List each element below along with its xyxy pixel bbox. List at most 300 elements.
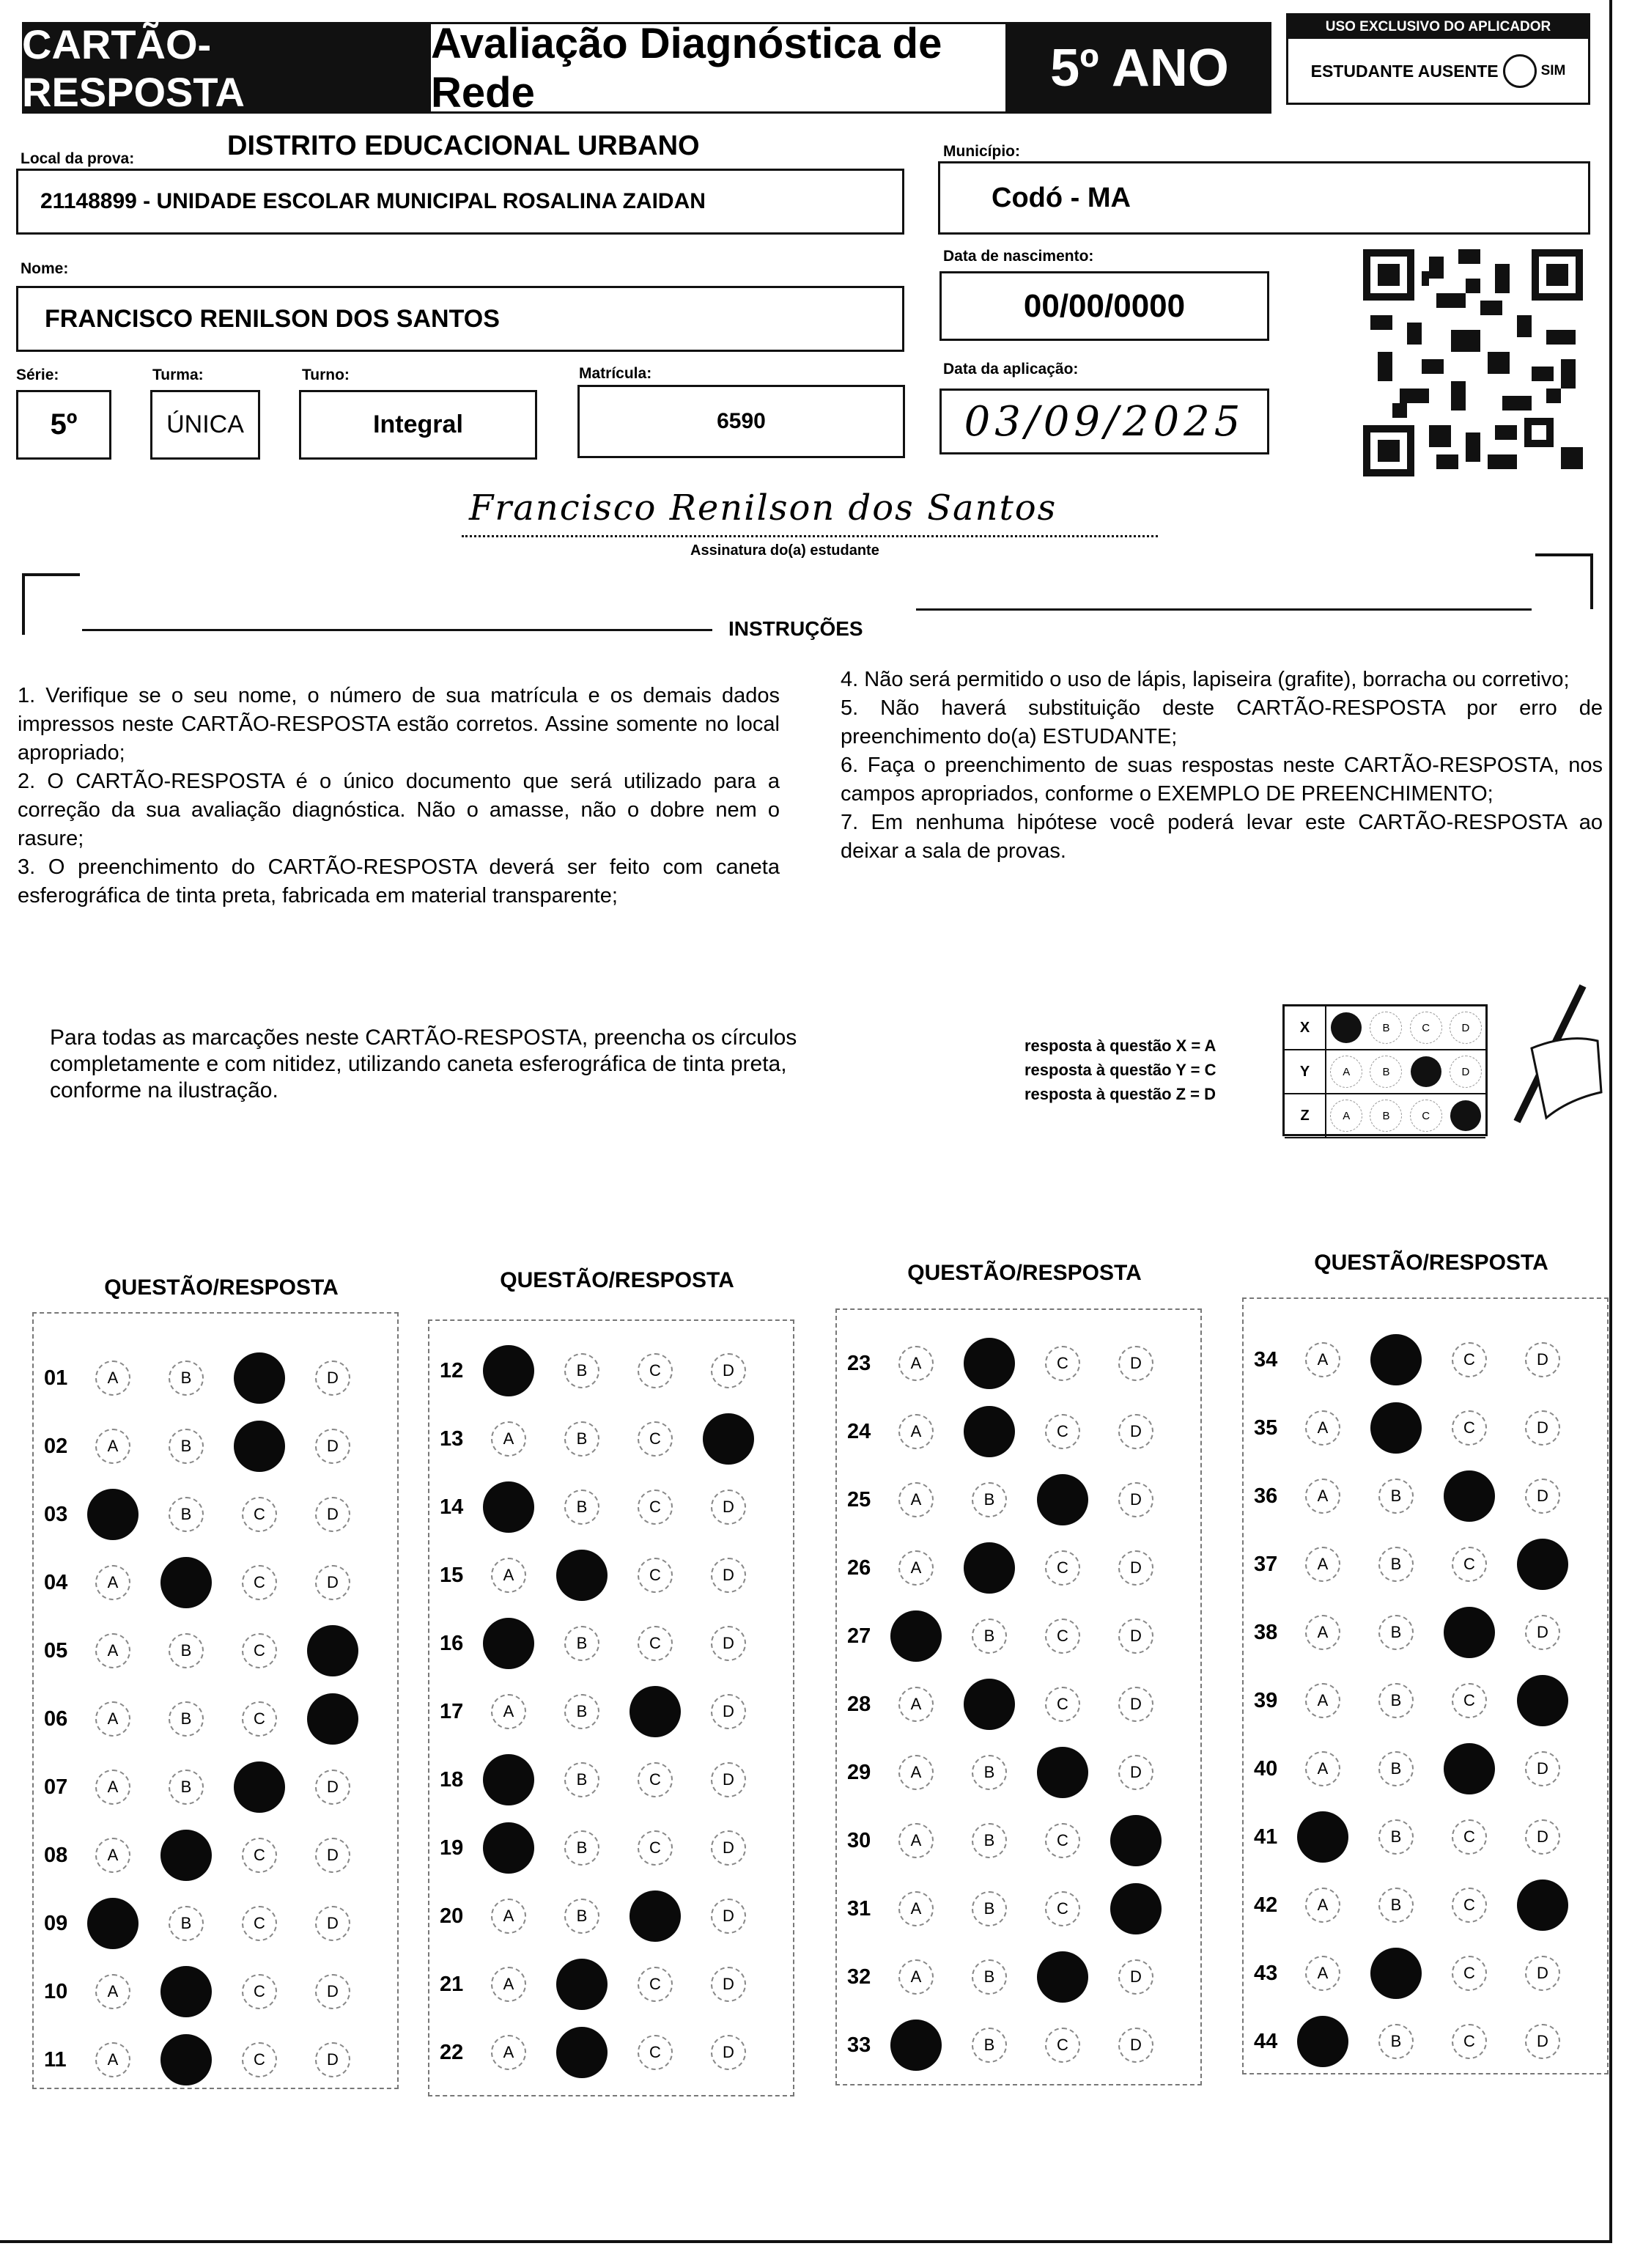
answer-bubble-a[interactable]: A [1305, 1683, 1340, 1718]
answer-bubble-b[interactable] [556, 2027, 608, 2078]
answer-bubble-a[interactable] [483, 1754, 534, 1805]
answer-bubble-b[interactable]: B [169, 1633, 204, 1668]
answer-row [440, 1959, 784, 2010]
answer-row [1254, 1743, 1598, 1794]
answer-bubble-a[interactable]: A [95, 1838, 130, 1873]
answer-bubble-c[interactable] [234, 1761, 285, 1813]
answer-bubble-a[interactable]: A [1305, 1956, 1340, 1991]
answer-bubble-d[interactable]: D [711, 1967, 746, 2002]
answer-bubble-c[interactable]: C [1452, 1683, 1487, 1718]
answer-bubble-b[interactable]: B [972, 1959, 1007, 1995]
answer-bubble-c[interactable]: C [242, 2042, 277, 2077]
answer-bubble-c[interactable]: C [638, 2035, 673, 2070]
question-number: 35 [1254, 1415, 1278, 1440]
answer-bubble-d[interactable] [1110, 1815, 1162, 1866]
answer-bubble-b[interactable]: B [1378, 1888, 1414, 1923]
answer-bubble-d[interactable]: D [315, 1974, 350, 2009]
answer-bubble-a[interactable]: A [898, 1550, 934, 1586]
question-number: 42 [1254, 1893, 1278, 1917]
answer-bubble-c[interactable]: C [242, 1565, 277, 1600]
answer-bubble-b[interactable] [964, 1679, 1015, 1730]
answer-bubble-d[interactable] [1517, 1539, 1568, 1590]
example-labels [1024, 1034, 1216, 1106]
answer-bubble-a[interactable]: A [491, 1694, 526, 1729]
answer-bubble-c[interactable]: C [242, 1701, 277, 1737]
answers-heading: QUESTÃO/RESPOSTA [907, 1261, 1142, 1285]
answer-bubble-a[interactable] [890, 1610, 942, 1662]
answer-bubble-a[interactable]: A [491, 2035, 526, 2070]
answer-bubble-c[interactable]: C [1452, 1547, 1487, 1582]
answer-bubble-c[interactable]: C [1452, 2024, 1487, 2059]
answer-row [847, 1679, 1192, 1730]
instruction-2: 2. O CARTÃO-RESPOSTA é o único documento que será utilizado para a correção da sua avaliação diagnóstica. Não o amasse, não o dobre nem o rasure; [18, 770, 780, 850]
nome-field: FRANCISCO RENILSON DOS SANTOS [16, 286, 904, 352]
turma-label: Turma: [152, 367, 204, 383]
answer-bubble-a[interactable]: A [95, 1361, 130, 1396]
answer-bubble-d[interactable]: D [315, 1906, 350, 1941]
absent-label: ESTUDANTE AUSENTE [1310, 61, 1499, 81]
answer-bubble-a[interactable]: A [95, 1974, 130, 2009]
answer-bubble-d[interactable]: D [1118, 1755, 1153, 1790]
question-number: 12 [440, 1358, 464, 1382]
answer-bubble-a[interactable]: A [898, 1959, 934, 1995]
answer-bubble-d[interactable]: D [1118, 1346, 1153, 1381]
answer-bubble-d[interactable] [307, 1693, 358, 1745]
answer-bubble-b[interactable]: B [169, 1429, 204, 1464]
grade-badge: 5º ANO [1008, 22, 1271, 114]
answer-bubble-b[interactable] [964, 1338, 1015, 1389]
answer-bubble-d[interactable]: D [1525, 1410, 1560, 1446]
serie-label: Série: [16, 367, 59, 383]
question-number: 43 [1254, 1961, 1278, 1985]
instruction-4: 4. Não será permitido o uso de lápis, lapiseira (grafite), borracha ou corretivo; [841, 668, 1570, 691]
answer-row [1254, 1675, 1598, 1726]
answer-row [44, 1352, 388, 1404]
answer-bubble-c[interactable] [234, 1421, 285, 1472]
answer-bubble-b[interactable]: B [972, 1755, 1007, 1790]
example-bubble: A [1330, 1100, 1362, 1132]
answer-bubble-c[interactable]: C [638, 1967, 673, 2002]
answer-bubble-b[interactable]: B [1378, 1479, 1414, 1514]
answer-bubble-c[interactable]: C [242, 1633, 277, 1668]
answer-bubble-d[interactable]: D [1525, 1956, 1560, 1991]
question-number: 06 [44, 1706, 68, 1731]
answer-bubble-d[interactable]: D [711, 2035, 746, 2070]
answer-bubble-c[interactable]: C [1045, 1823, 1080, 1858]
answer-bubble-a[interactable] [483, 1481, 534, 1533]
answer-row [1254, 1607, 1598, 1658]
answer-row [1254, 1879, 1598, 1931]
example-bubble [1450, 1100, 1481, 1131]
answer-bubble-d[interactable]: D [1118, 1687, 1153, 1722]
answer-bubble-c[interactable]: C [242, 1838, 277, 1873]
answer-bubble-a[interactable]: A [898, 1755, 934, 1790]
answer-bubble-b[interactable] [160, 1966, 212, 2017]
answer-bubble-b[interactable]: B [564, 1762, 599, 1797]
answer-bubble-d[interactable]: D [1525, 1479, 1560, 1514]
answer-row [440, 1481, 784, 1533]
answer-bubble-d[interactable]: D [1118, 1619, 1153, 1654]
answer-bubble-b[interactable]: B [1378, 1615, 1414, 1650]
answer-bubble-a[interactable]: A [95, 1565, 130, 1600]
answer-row [440, 1822, 784, 1874]
question-number: 34 [1254, 1347, 1278, 1372]
answer-bubble-c[interactable]: C [1452, 1956, 1487, 1991]
answer-row [847, 1542, 1192, 1594]
question-number: 36 [1254, 1484, 1278, 1508]
question-number: 17 [440, 1699, 464, 1723]
answer-bubble-a[interactable] [1297, 2016, 1348, 2067]
qr-code [1363, 249, 1583, 476]
answer-bubble-b[interactable]: B [972, 1482, 1007, 1517]
question-number: 14 [440, 1495, 464, 1519]
school-field: 21148899 - UNIDADE ESCOLAR MUNICIPAL ROSALINA ZAIDAN [16, 169, 904, 235]
answer-bubble-c[interactable]: C [638, 1353, 673, 1388]
answer-bubble-d[interactable]: D [315, 2042, 350, 2077]
answer-bubble-b[interactable]: B [972, 1619, 1007, 1654]
answer-bubble-c[interactable]: C [1452, 1410, 1487, 1446]
answer-bubble-a[interactable]: A [95, 1633, 130, 1668]
answer-bubble-d[interactable]: D [711, 1899, 746, 1934]
nome-label: Nome: [21, 260, 69, 277]
example-label-y: resposta à questão Y = C [1024, 1061, 1216, 1079]
answer-bubble-d[interactable]: D [1118, 1414, 1153, 1449]
signature-line [462, 535, 1158, 537]
answer-bubble-b[interactable]: B [1378, 1547, 1414, 1582]
answer-bubble-c[interactable]: C [1045, 2028, 1080, 2063]
answer-bubble-a[interactable] [87, 1489, 139, 1540]
nasc-field: 00/00/0000 [939, 271, 1269, 341]
example-row [1285, 1050, 1485, 1094]
turma-field: ÚNICA [150, 390, 260, 460]
example-bubble: A [1330, 1056, 1362, 1088]
answer-bubble-b[interactable]: B [1378, 1819, 1414, 1855]
answer-bubble-c[interactable]: C [242, 1906, 277, 1941]
answer-bubble-a[interactable]: A [1305, 1410, 1340, 1446]
answer-bubble-c[interactable]: C [1452, 1819, 1487, 1855]
answer-bubble-d[interactable] [1110, 1883, 1162, 1934]
answer-row [44, 2034, 388, 2085]
frame-corner-left [22, 573, 80, 635]
answer-bubble-c[interactable] [1037, 1474, 1088, 1525]
answer-bubble-d[interactable]: D [711, 1558, 746, 1593]
answer-row [847, 1610, 1192, 1662]
answer-bubble-c[interactable]: C [638, 1421, 673, 1457]
answer-bubble-a[interactable]: A [491, 1899, 526, 1934]
answer-bubble-c[interactable]: C [242, 1497, 277, 1532]
instruction-1: 1. Verifique se o seu nome, o número de sua matrícula e os demais dados impressos neste CARTÃO-RESPOSTA estão corretos. Assine somente no local apropriado; [18, 684, 780, 765]
answer-bubble-b[interactable]: B [564, 1830, 599, 1866]
answer-bubble-b[interactable]: B [564, 1899, 599, 1934]
answer-bubble-a[interactable]: A [898, 1823, 934, 1858]
answer-bubble-a[interactable]: A [898, 1891, 934, 1926]
answer-bubble-c[interactable]: C [638, 1762, 673, 1797]
answer-bubble-d[interactable]: D [315, 1838, 350, 1873]
answer-bubble-c[interactable]: C [1452, 1342, 1487, 1377]
question-number: 31 [847, 1896, 871, 1921]
example-label-z: resposta à questão Z = D [1024, 1085, 1216, 1103]
question-number: 30 [847, 1828, 871, 1852]
instructions-left [18, 682, 780, 910]
answer-bubble-b[interactable]: B [169, 1701, 204, 1737]
answer-bubble-b[interactable]: B [564, 1694, 599, 1729]
answer-bubble-d[interactable] [1517, 1675, 1568, 1726]
answer-bubble-c[interactable]: C [638, 1626, 673, 1661]
answer-bubble-d[interactable] [703, 1413, 754, 1465]
answer-bubble-b[interactable]: B [169, 1497, 204, 1532]
answer-bubble-d[interactable]: D [711, 1762, 746, 1797]
example-question: Z [1285, 1094, 1326, 1137]
answer-bubble-b[interactable]: B [1378, 2024, 1414, 2059]
signature-label: Assinatura do(a) estudante [690, 542, 879, 559]
answer-bubble-b[interactable]: B [972, 1891, 1007, 1926]
local-label: Local da prova: [21, 150, 135, 167]
answer-bubble-c[interactable]: C [638, 1558, 673, 1593]
question-number: 39 [1254, 1688, 1278, 1712]
instructions-rule-right [916, 608, 1532, 611]
answers-heading: QUESTÃO/RESPOSTA [1314, 1251, 1548, 1275]
example-question: Y [1285, 1050, 1326, 1093]
answer-bubble-a[interactable]: A [1305, 1547, 1340, 1582]
example-bubble: B [1370, 1056, 1402, 1088]
answer-row [44, 1966, 388, 2017]
answer-row [440, 1550, 784, 1601]
question-number: 11 [44, 2047, 67, 2072]
answer-bubble-c[interactable]: C [638, 1490, 673, 1525]
answer-bubble-d[interactable]: D [711, 1694, 746, 1729]
answer-bubble-a[interactable]: A [95, 1701, 130, 1737]
answer-row [44, 1830, 388, 1881]
answer-bubble-b[interactable] [160, 2034, 212, 2085]
answer-bubble-a[interactable] [483, 1822, 534, 1874]
answer-row [440, 1413, 784, 1465]
turno-label: Turno: [302, 367, 350, 383]
instructions-right [841, 666, 1603, 866]
answer-bubble-d[interactable]: D [1525, 2024, 1560, 2059]
aplic-label: Data da aplicação: [943, 361, 1079, 378]
matricula-field: 6590 [577, 385, 905, 458]
answer-bubble-b[interactable]: B [169, 1361, 204, 1396]
question-number: 37 [1254, 1552, 1278, 1576]
answer-bubble-d[interactable]: D [711, 1353, 746, 1388]
example-bubble: B [1370, 1100, 1402, 1132]
question-number: 44 [1254, 2029, 1278, 2053]
answer-bubble-d[interactable]: D [711, 1490, 746, 1525]
answer-bubble-b[interactable] [1370, 1948, 1422, 1999]
question-number: 09 [44, 1911, 68, 1935]
answer-bubble-a[interactable] [87, 1898, 139, 1949]
instructions-title: INSTRUÇÕES [728, 617, 863, 640]
answer-bubble-c[interactable]: C [1045, 1346, 1080, 1381]
answer-bubble-c[interactable] [1037, 1747, 1088, 1798]
answer-row [847, 1406, 1192, 1457]
answer-bubble-b[interactable]: B [169, 1770, 204, 1805]
answer-bubble-b[interactable]: B [169, 1906, 204, 1941]
example-bubble: D [1450, 1056, 1482, 1088]
answer-bubble-c[interactable]: C [1045, 1414, 1080, 1449]
question-number: 10 [44, 1979, 68, 2003]
question-number: 32 [847, 1965, 871, 1989]
answer-bubble-a[interactable]: A [95, 1770, 130, 1805]
answer-row [440, 1890, 784, 1942]
fill-note: Para todas as marcações neste CARTÃO-RESPOSTA, preencha os círculos completamente e com nitidez, utilizando caneta esferográfica de tinta preta, conforme na ilustração. [50, 1026, 797, 1102]
answer-row [847, 1747, 1192, 1798]
answers-heading: QUESTÃO/RESPOSTA [104, 1275, 339, 1300]
answer-bubble-d[interactable]: D [1118, 1959, 1153, 1995]
exam-title: Avaliação Diagnóstica de Rede [429, 22, 1008, 114]
example-bubble: D [1450, 1012, 1482, 1044]
pen-icon [1488, 982, 1605, 1136]
answer-bubble-b[interactable] [160, 1557, 212, 1608]
answer-bubble-d[interactable]: D [1118, 1482, 1153, 1517]
answer-bubble-b[interactable] [964, 1542, 1015, 1594]
district-name: DISTRITO EDUCACIONAL URBANO [227, 130, 700, 161]
answer-bubble-a[interactable]: A [1305, 1751, 1340, 1786]
answer-row [847, 1883, 1192, 1934]
answer-bubble-a[interactable]: A [898, 1687, 934, 1722]
question-number: 24 [847, 1419, 871, 1443]
answer-bubble-c[interactable] [234, 1352, 285, 1404]
absent-option: SIM [1540, 63, 1566, 78]
question-number: 19 [440, 1836, 464, 1860]
answer-bubble-a[interactable]: A [95, 2042, 130, 2077]
answer-bubble-a[interactable]: A [898, 1482, 934, 1517]
answer-bubble-d[interactable]: D [315, 1429, 350, 1464]
question-number: 33 [847, 2033, 871, 2057]
answer-bubble-c[interactable]: C [1045, 1687, 1080, 1722]
answer-bubble-d[interactable]: D [1118, 1550, 1153, 1586]
answer-bubble-c[interactable]: C [1452, 1888, 1487, 1923]
example-bubble: C [1410, 1012, 1442, 1044]
answer-bubble-d[interactable] [307, 1625, 358, 1676]
answer-bubble-a[interactable]: A [1305, 1479, 1340, 1514]
answer-bubble-b[interactable] [1370, 1402, 1422, 1454]
answer-bubble-d[interactable] [1517, 1879, 1568, 1931]
answer-bubble-d[interactable]: D [1525, 1615, 1560, 1650]
answer-bubble-a[interactable] [1297, 1811, 1348, 1863]
answer-bubble-c[interactable] [1444, 1607, 1495, 1658]
example-row [1285, 1006, 1485, 1050]
instruction-7: 7. Em nenhuma hipótese você poderá levar este CARTÃO-RESPOSTA ao deixar a sala de provas. [841, 811, 1603, 863]
instruction-3: 3. O preenchimento do CARTÃO-RESPOSTA deverá ser feito com caneta esferográfica de tinta preta, fabricada em material transparente; [18, 855, 780, 907]
question-number: 03 [44, 1502, 68, 1526]
answer-bubble-b[interactable] [556, 1550, 608, 1601]
answer-bubble-c[interactable]: C [242, 1974, 277, 2009]
answer-bubble-d[interactable]: D [1525, 1819, 1560, 1855]
answer-bubble-d[interactable]: D [711, 1830, 746, 1866]
answer-bubble-a[interactable]: A [898, 1414, 934, 1449]
answer-bubble-b[interactable]: B [564, 1626, 599, 1661]
question-number: 05 [44, 1638, 68, 1663]
frame-corner-right [1535, 553, 1593, 609]
answer-bubble-a[interactable] [483, 1618, 534, 1669]
answer-bubble-a[interactable]: A [1305, 1888, 1340, 1923]
example-row [1285, 1094, 1485, 1138]
example-bubble [1411, 1056, 1441, 1087]
answer-row [1254, 1811, 1598, 1863]
question-number: 13 [440, 1426, 464, 1451]
answer-bubble-a[interactable]: A [491, 1967, 526, 2002]
answer-bubble-d[interactable]: D [315, 1770, 350, 1805]
answer-bubble-c[interactable] [1444, 1743, 1495, 1794]
answer-row [1254, 1402, 1598, 1454]
answer-row [847, 1338, 1192, 1389]
answer-bubble-a[interactable] [483, 1345, 534, 1396]
answer-bubble-a[interactable] [890, 2020, 942, 2071]
answer-bubble-c[interactable] [629, 1890, 681, 1942]
answer-bubble-c[interactable]: C [1045, 1619, 1080, 1654]
question-number: 25 [847, 1487, 871, 1512]
answer-row [440, 1345, 784, 1396]
question-number: 22 [440, 2040, 464, 2064]
absent-bubble[interactable] [1503, 54, 1537, 88]
municipio-label: Município: [943, 143, 1020, 160]
serie-field: 5º [16, 390, 111, 460]
answer-bubble-d[interactable]: D [1525, 1751, 1560, 1786]
instruction-5: 5. Não haverá substituição deste CARTÃO-RESPOSTA por erro de preenchimento do(a) ESTUDANTE; [841, 696, 1603, 748]
answer-bubble-b[interactable]: B [972, 2028, 1007, 2063]
answer-bubble-d[interactable]: D [315, 1497, 350, 1532]
answer-row [440, 1618, 784, 1669]
answer-bubble-d[interactable]: D [711, 1626, 746, 1661]
answer-row [440, 1686, 784, 1737]
answer-bubble-b[interactable]: B [1378, 1751, 1414, 1786]
answer-bubble-a[interactable]: A [898, 1346, 934, 1381]
answer-bubble-d[interactable]: D [1118, 2028, 1153, 2063]
example-bubble [1331, 1012, 1362, 1043]
answer-bubble-b[interactable] [556, 1959, 608, 2010]
answer-row [1254, 1948, 1598, 1999]
answer-row [44, 1625, 388, 1676]
question-number: 23 [847, 1351, 871, 1375]
answer-bubble-b[interactable] [1370, 1334, 1422, 1385]
answer-bubble-d[interactable]: D [315, 1361, 350, 1396]
question-number: 08 [44, 1843, 68, 1867]
answer-bubble-b[interactable] [964, 1406, 1015, 1457]
question-number: 15 [440, 1563, 464, 1587]
example-bubble: C [1410, 1100, 1442, 1132]
answer-bubble-b[interactable]: B [564, 1353, 599, 1388]
answer-bubble-b[interactable]: B [1378, 1683, 1414, 1718]
answer-row [44, 1557, 388, 1608]
answer-bubble-a[interactable]: A [491, 1421, 526, 1457]
answer-row [440, 1754, 784, 1805]
answer-bubble-b[interactable]: B [564, 1421, 599, 1457]
answer-bubble-b[interactable]: B [972, 1823, 1007, 1858]
answer-row [1254, 1334, 1598, 1385]
answer-row [847, 1951, 1192, 2003]
answer-bubble-b[interactable]: B [564, 1490, 599, 1525]
answer-row [44, 1761, 388, 1813]
question-number: 21 [440, 1972, 464, 1996]
answer-bubble-c[interactable] [1444, 1470, 1495, 1522]
answer-bubble-d[interactable]: D [315, 1565, 350, 1600]
answer-bubble-c[interactable] [629, 1686, 681, 1737]
answer-bubble-b[interactable] [160, 1830, 212, 1881]
answer-bubble-c[interactable] [1037, 1951, 1088, 2003]
answer-bubble-a[interactable]: A [1305, 1615, 1340, 1650]
answer-bubble-a[interactable]: A [95, 1429, 130, 1464]
answer-bubble-c[interactable]: C [1045, 1891, 1080, 1926]
answer-bubble-a[interactable]: A [491, 1558, 526, 1593]
answer-row [44, 1489, 388, 1540]
question-number: 41 [1254, 1825, 1278, 1849]
answer-bubble-a[interactable]: A [1305, 1342, 1340, 1377]
answer-bubble-c[interactable]: C [1045, 1550, 1080, 1586]
answers-heading: QUESTÃO/RESPOSTA [500, 1268, 734, 1292]
answer-bubble-c[interactable]: C [638, 1830, 673, 1866]
answer-bubble-d[interactable]: D [1525, 1342, 1560, 1377]
